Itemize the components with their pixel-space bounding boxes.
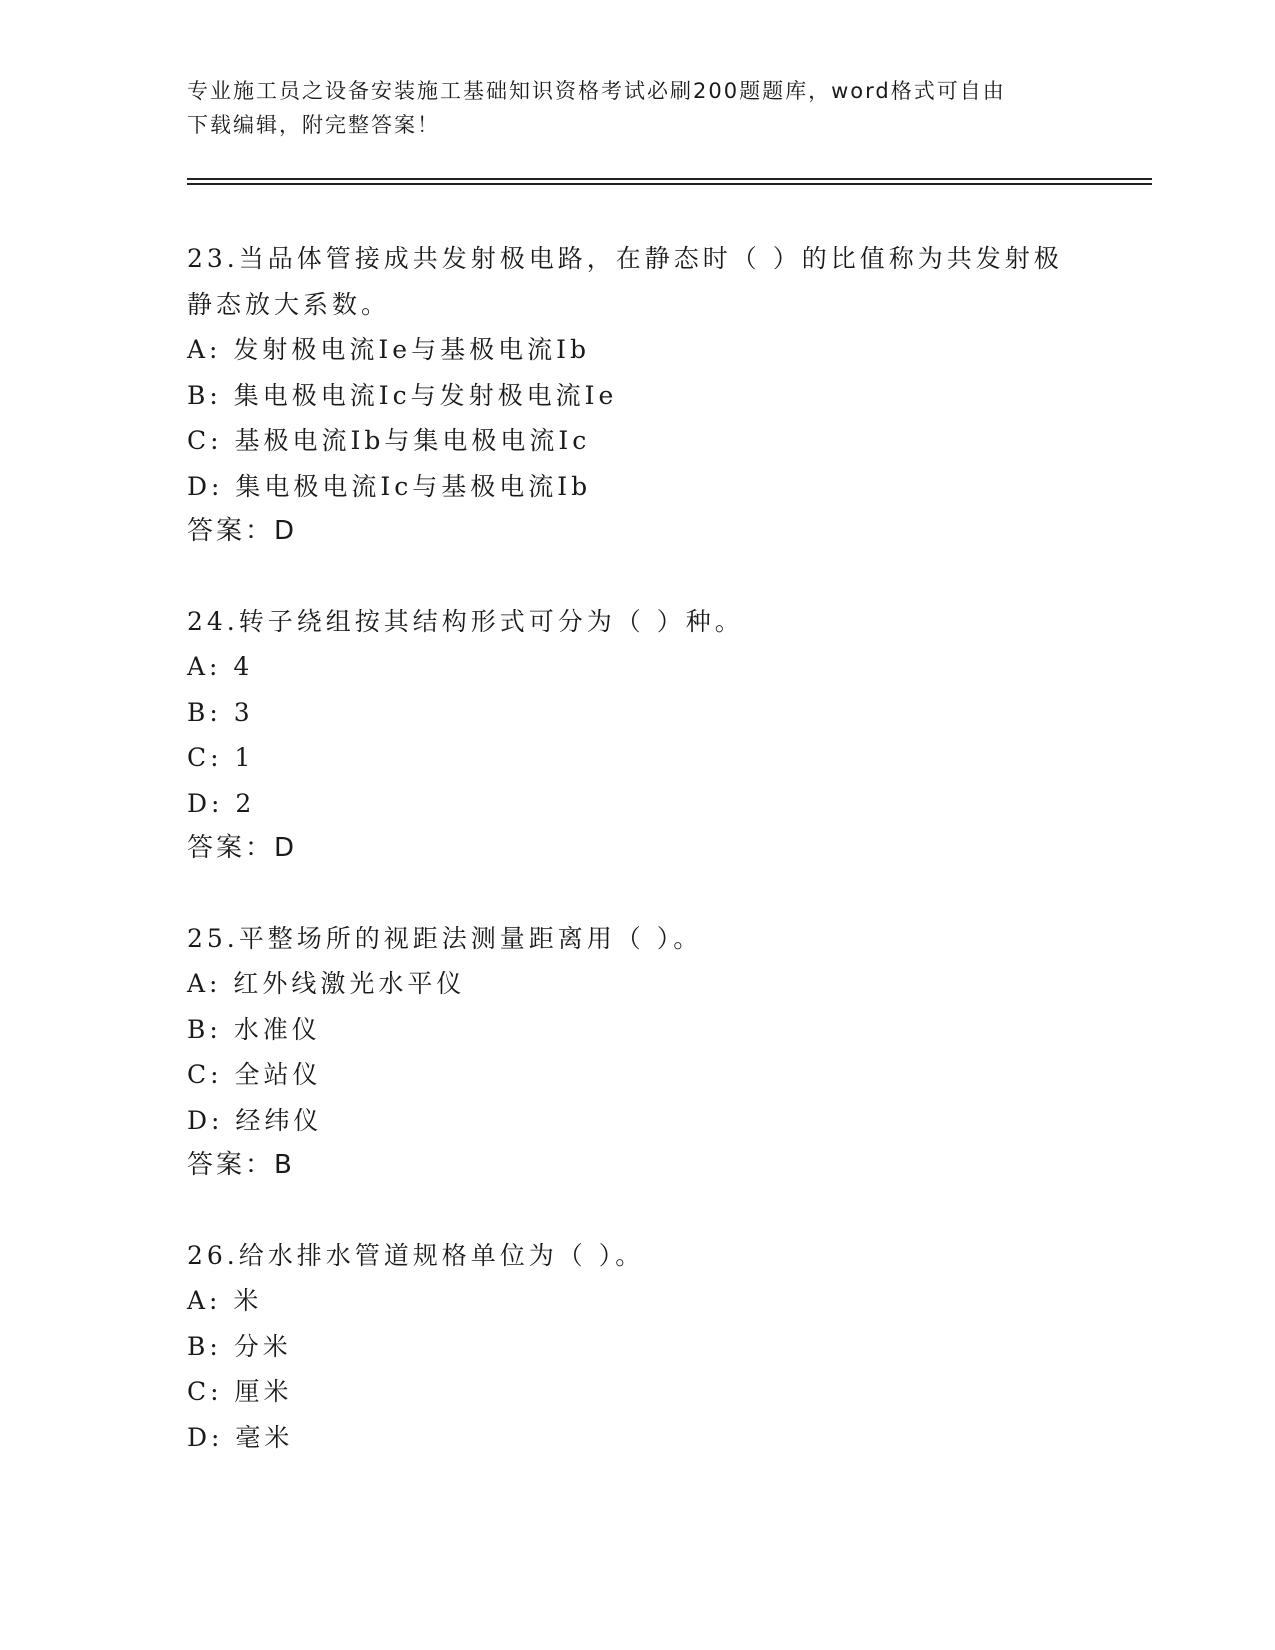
question-stem: 25.平整场所的视距法测量距离用（ ）。 [187,923,703,953]
option-d: D: 集电极电流Ic与基极电流Ib [187,471,592,501]
answer-label: 答案：D [187,833,298,863]
option-a: A: 红外线激光水平仪 [187,969,466,998]
question-stem: 24.转子绕组按其结构形式可分为（ ）种。 [187,606,744,636]
option-b: B: 分米 [187,1331,292,1361]
option-a: A: 米 [187,1286,263,1315]
answer-label: 答案：B [187,1150,295,1180]
option-a: A: 发射极电流Ie与基极电流Ib [187,335,590,364]
option-a: A: 4 [187,652,254,681]
option-c: C: 厘米 [187,1377,293,1406]
question-stem: 26.给水排水管道规格单位为（ ）。 [187,1240,645,1270]
option-b: B: 3 [187,697,254,727]
option-c: C: 全站仪 [187,1060,322,1089]
header-line-2: 下载编辑，附完整答案！ [187,113,440,137]
option-c: C: 1 [187,743,255,772]
header-divider-top [187,178,1152,180]
option-c: C: 基极电流Ib与集电极电流Ic [187,426,591,455]
option-b: B: 集电极电流Ic与发射极电流Ie [187,380,618,410]
question-25 [187,916,1107,1189]
option-d: D: 经纬仪 [187,1105,323,1135]
option-d: D: 毫米 [187,1422,294,1452]
option-d: D: 2 [187,788,256,818]
header-line-1: 专业施工员之设备安装施工基础知识资格考试必刷200题题库，word格式可自由 [187,79,1006,103]
question-24 [187,599,1107,872]
answer-label: 答案：D [187,516,298,546]
question-23 [187,236,1107,555]
question-list [187,236,1107,1504]
option-b: B: 水准仪 [187,1014,321,1044]
question-stem: 23.当品体管接成共发射极电路，在静态时（ ）的比值称为共发射极 [187,244,1063,273]
document-header [187,74,1087,142]
header-divider-bottom [187,183,1152,185]
question-stem-continued: 静态放大系数。 [187,289,391,319]
question-26 [187,1233,1107,1461]
